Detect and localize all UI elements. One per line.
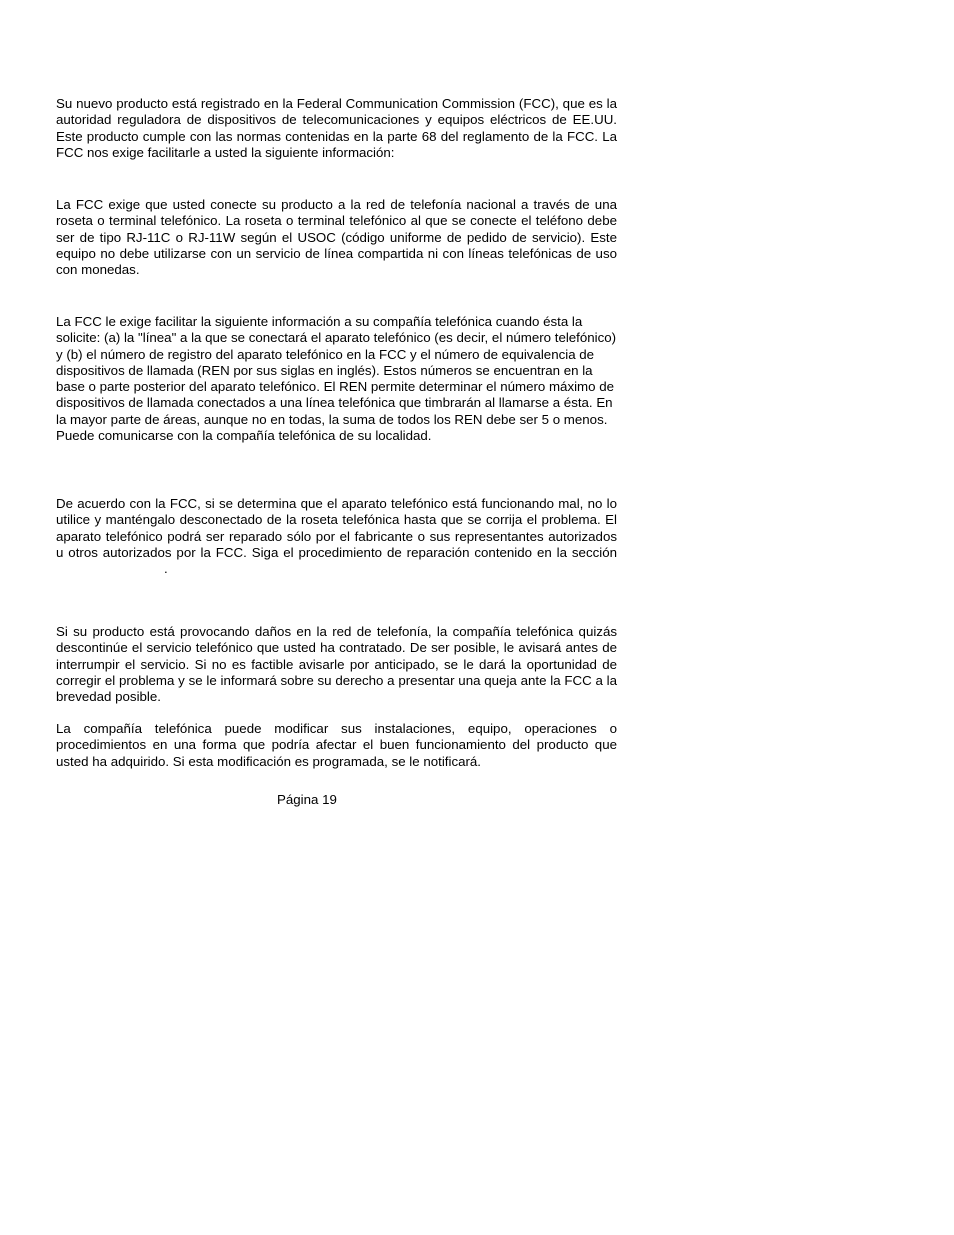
fcc-registration-paragraph: Su nuevo producto está registrado en la Federal Communication Commission (FCC), que es la autoridad reguladora de dispositivos de telecomunicaciones y equipos eléctricos de EE.UU. Este producto cumple con las normas contenidas en la parte 68 del reglamento de la FCC. La FCC nos exige facilitarle a usted la siguiente información: [56,96,617,160]
malfunction-repair-period: . [164,561,168,577]
ren-information-paragraph: La FCC le exige facilitar la siguiente información a su compañía telefónica cuando ésta la solicite: (a) la "línea" a la que se conectará el aparato telefónico (es decir, el número telefónico) y (b) el número de registro del aparato telefónico en la FCC y el número de equivalencia de dispositivos de llamada (REN por sus siglas en inglés). Estos números se encuentran en la base o parte posterior del aparato telefónico. El REN permite determinar el número máximo de dispositivos de llamada conectados a una línea telefónica que timbrarán al llamarse a ésta. En la mayor parte de áreas, aunque no en todas, la suma de todos los REN debe ser 5 o menos. Puede comunicarse con la compañía telefónica de su localidad. [56,314,617,444]
malfunction-repair-text: De acuerdo con la FCC, si se determina que el aparato telefónico está funcionando mal, no lo utilice y manténgalo desconectado de la roseta telefónica hasta que se corrija el problema. El aparato telefónico podrá ser reparado sólo por el fabricante o sus representantes autorizados u otros autorizados por la FCC. Siga el procedimiento de reparación contenido en la sección [56,496,617,560]
telephone-company-changes-paragraph: La compañía telefónica puede modificar sus instalaciones, equipo, operaciones o procedimientos en una forma que podría afectar el buen funcionamiento del producto que usted ha adquirido. Si esta modificación es programada, se le notificará. [56,721,617,769]
malfunction-repair-paragraph [56,496,617,577]
page-number: Página 19 [277,792,337,807]
connection-requirements-paragraph: La FCC exige que usted conecte su producto a la red de telefonía nacional a través de una roseta o terminal telefónico. La roseta o terminal telefónico al que se conecte el teléfono debe ser de tipo RJ-11C o RJ-11W según el USOC (código uniforme de pedido de servicio). Este equipo no debe utilizarse con un servicio de línea compartida ni con líneas telefónicas de uso con monedas. [56,197,617,278]
network-harm-paragraph: Si su producto está provocando daños en la red de telefonía, la compañía telefónica quizás descontinúe el servicio telefónico que usted ha contratado. De ser posible, le avisará antes de interrumpir el servicio. Si no es factible avisarle por anticipado, se le dará la oportunidad de corregir el problema y se le informará sobre su derecho a presentar una queja ante la FCC a la brevedad posible. [56,624,617,705]
